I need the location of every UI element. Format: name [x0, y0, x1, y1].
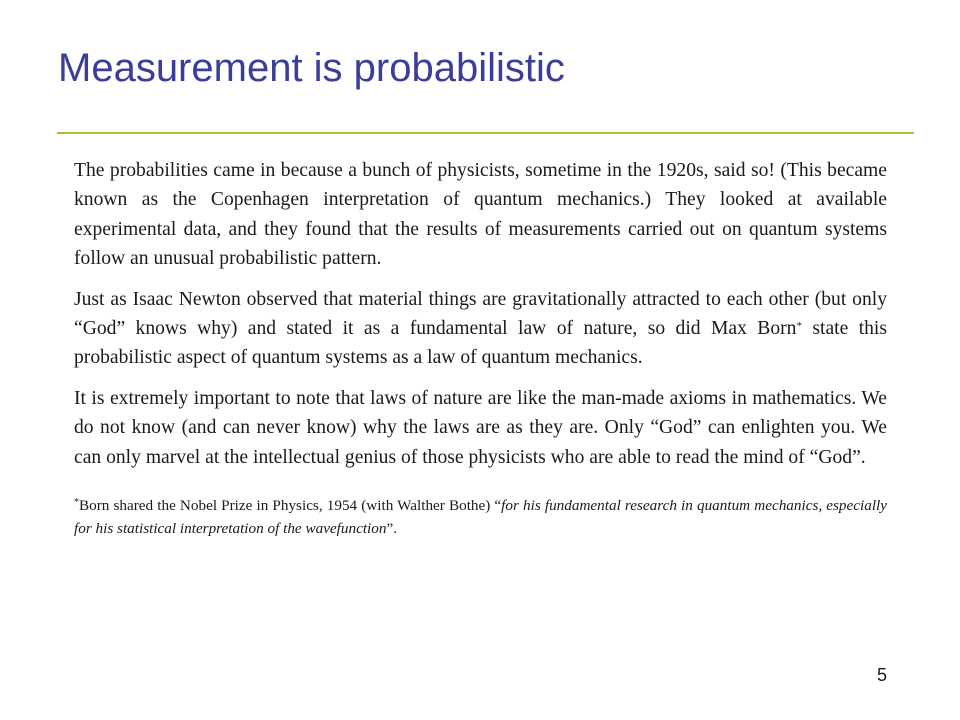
- slide-title: Measurement is probabilistic: [58, 46, 565, 90]
- footnote-text: Born shared the Nobel Prize in Physics, 1954 (with Walther Bothe) “: [79, 497, 502, 515]
- paragraph-born-text-end: state this probabilistic aspect of quantum systems as a law of quantum mechanics.: [74, 318, 888, 369]
- footnote-closing: ”.: [386, 520, 397, 538]
- paragraph-laws-of-nature: It is extremely important to note that laws of nature are like the man-made axioms in mathematics. We do not know (and can never know) why the laws are as they are. Only “God” can enlighten you. We can only marvel at the intellectual genius of those physicists who are able to read the mind of “God”.: [74, 387, 887, 468]
- title-divider: [57, 132, 914, 134]
- paragraph-born: [74, 285, 887, 373]
- slide-body: [74, 156, 887, 540]
- paragraph-born-text-start: Just as Isaac Newton observed that material things are gravitationally attracted to each other (but only “God” knows why) and stated it as a fundamental law of nature, so did Max Born: [74, 288, 887, 340]
- footnote-quote: for his fundamental research in quantum mechanics, especially for his statistical interpretation of the wavefunction: [74, 497, 887, 538]
- page-number: 5: [876, 665, 887, 685]
- footnote-marker: *: [74, 497, 79, 509]
- footnote: [74, 494, 887, 540]
- paragraph-copenhagen: The probabilities came in because a bunch of physicists, sometime in the 1920s, said so! (This became known as the Copenhagen interpretation of quantum mechanics.) They looked at available experimental data, and they found that the results of measurements carried out on quantum systems follow an unusual probabilistic pattern.: [74, 160, 887, 270]
- footnote-reference: *: [796, 320, 802, 333]
